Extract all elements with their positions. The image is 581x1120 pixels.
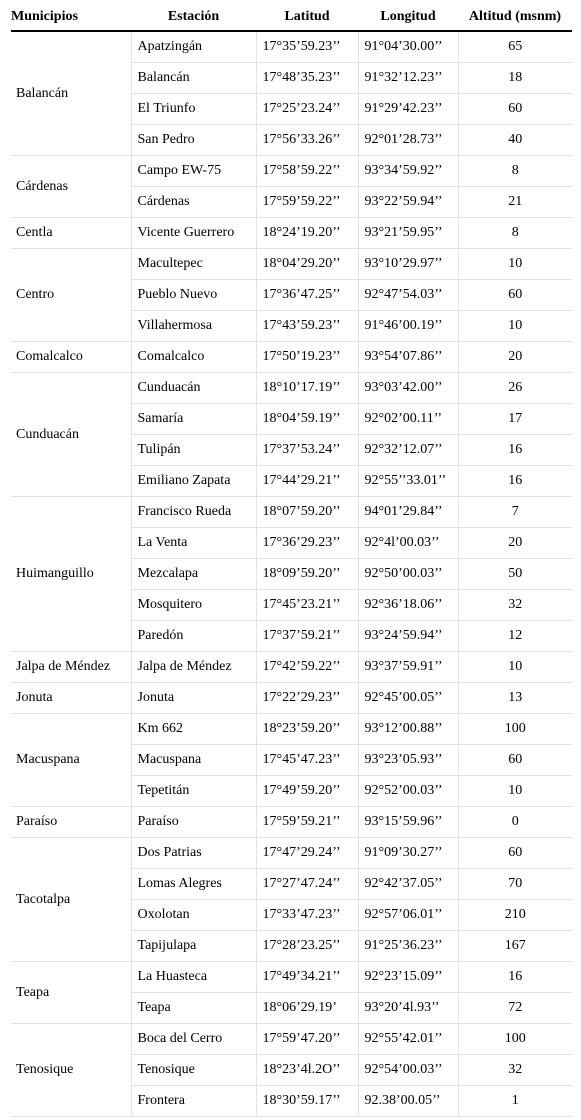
- altitud-cell: 16: [458, 962, 572, 993]
- longitud-cell: 92°50’00.03’’: [358, 559, 458, 590]
- longitud-cell: 92°47’54.03’’: [358, 280, 458, 311]
- estacion-cell: Paraíso: [131, 807, 256, 838]
- latitud-cell: 17°56’33.26’’: [256, 125, 358, 156]
- estacion-cell: Vicente Guerrero: [131, 218, 256, 249]
- latitud-cell: 17°58’59.22’’: [256, 156, 358, 187]
- altitud-cell: 8: [458, 218, 572, 249]
- municipio-cell: Huimanguillo: [11, 497, 131, 652]
- latitud-cell: 18°04’59.19’’: [256, 404, 358, 435]
- estacion-cell: Mezcalapa: [131, 559, 256, 590]
- altitud-cell: 17: [458, 404, 572, 435]
- altitud-cell: 21: [458, 187, 572, 218]
- altitud-cell: 40: [458, 125, 572, 156]
- estacion-cell: Emiliano Zapata: [131, 466, 256, 497]
- municipio-cell: Jonuta: [11, 683, 131, 714]
- municipio-cell: Jalpa de Méndez: [11, 652, 131, 683]
- header-latitud: Latitud: [256, 4, 358, 31]
- latitud-cell: 17°47’29.24’’: [256, 838, 358, 869]
- longitud-cell: 92°01’28.73’’: [358, 125, 458, 156]
- longitud-cell: 93°15’59.96’’: [358, 807, 458, 838]
- header-estacion: Estación: [131, 4, 256, 31]
- latitud-cell: 18°24’19.20’’: [256, 218, 358, 249]
- latitud-cell: 17°50’19.23’’: [256, 342, 358, 373]
- latitud-cell: 18°09’59.20’’: [256, 559, 358, 590]
- table-row: [11, 342, 572, 373]
- latitud-cell: 17°59’59.21’’: [256, 807, 358, 838]
- latitud-cell: 18°06’29.19’: [256, 993, 358, 1024]
- longitud-cell: 91°25’36.23’’: [358, 931, 458, 962]
- municipio-cell: Cunduacán: [11, 373, 131, 497]
- latitud-cell: 17°45’23.21’’: [256, 590, 358, 621]
- estacion-cell: Tepetitán: [131, 776, 256, 807]
- longitud-cell: 94°01’29.84’’: [358, 497, 458, 528]
- latitud-cell: 17°33’47.23’’: [256, 900, 358, 931]
- latitud-cell: 17°59’59.22’’: [256, 187, 358, 218]
- longitud-cell: 93°54’07.86’’: [358, 342, 458, 373]
- altitud-cell: 10: [458, 249, 572, 280]
- latitud-cell: 17°36’47.25’’: [256, 280, 358, 311]
- estacion-cell: Cárdenas: [131, 187, 256, 218]
- estacion-cell: Jalpa de Méndez: [131, 652, 256, 683]
- estacion-cell: Campo EW-75: [131, 156, 256, 187]
- estacion-cell: Balancán: [131, 63, 256, 94]
- table-row: [11, 1024, 572, 1055]
- latitud-cell: 17°43’59.23’’: [256, 311, 358, 342]
- municipio-cell: Comalcalco: [11, 342, 131, 373]
- altitud-cell: 12: [458, 621, 572, 652]
- altitud-cell: 0: [458, 807, 572, 838]
- header-longitud: Longitud: [358, 4, 458, 31]
- longitud-cell: 93°24’59.94’’: [358, 621, 458, 652]
- longitud-cell: 92°54’00.03’’: [358, 1055, 458, 1086]
- altitud-cell: 65: [458, 31, 572, 63]
- table-body: [11, 31, 572, 1117]
- estacion-cell: Tulipán: [131, 435, 256, 466]
- municipio-cell: Tenosique: [11, 1024, 131, 1117]
- estacion-cell: Villahermosa: [131, 311, 256, 342]
- latitud-cell: 17°36’29.23’’: [256, 528, 358, 559]
- longitud-cell: 92°42’37.05’’: [358, 869, 458, 900]
- longitud-cell: 93°23’05.93’’: [358, 745, 458, 776]
- longitud-cell: 92°52’00.03’’: [358, 776, 458, 807]
- altitud-cell: 10: [458, 652, 572, 683]
- table-row: [11, 31, 572, 63]
- estacion-cell: Boca del Cerro: [131, 1024, 256, 1055]
- altitud-cell: 50: [458, 559, 572, 590]
- estacion-cell: Oxolotan: [131, 900, 256, 931]
- altitud-cell: 60: [458, 838, 572, 869]
- table-row: [11, 683, 572, 714]
- longitud-cell: 92°02’00.11’’: [358, 404, 458, 435]
- estacion-cell: Mosquitero: [131, 590, 256, 621]
- altitud-cell: 26: [458, 373, 572, 404]
- altitud-cell: 18: [458, 63, 572, 94]
- altitud-cell: 20: [458, 528, 572, 559]
- altitud-cell: 32: [458, 590, 572, 621]
- altitud-cell: 70: [458, 869, 572, 900]
- table-row: [11, 249, 572, 280]
- estacion-cell: Teapa: [131, 993, 256, 1024]
- latitud-cell: 17°25’23.24’’: [256, 94, 358, 125]
- longitud-cell: 92°32’12.07’’: [358, 435, 458, 466]
- altitud-cell: 16: [458, 466, 572, 497]
- longitud-cell: 93°12’00.88’’: [358, 714, 458, 745]
- estacion-cell: El Triunfo: [131, 94, 256, 125]
- municipio-cell: Centla: [11, 218, 131, 249]
- estacion-cell: Lomas Alegres: [131, 869, 256, 900]
- municipio-cell: Teapa: [11, 962, 131, 1024]
- estacion-cell: Frontera: [131, 1086, 256, 1117]
- altitud-cell: 10: [458, 776, 572, 807]
- altitud-cell: 167: [458, 931, 572, 962]
- longitud-cell: 93°34’59.92’’: [358, 156, 458, 187]
- estacion-cell: Tenosique: [131, 1055, 256, 1086]
- altitud-cell: 60: [458, 745, 572, 776]
- table-row: [11, 652, 572, 683]
- longitud-cell: 91°04’30.00’’: [358, 31, 458, 63]
- longitud-cell: 92°55’42.01’’: [358, 1024, 458, 1055]
- altitud-cell: 1: [458, 1086, 572, 1117]
- latitud-cell: 17°42’59.22’’: [256, 652, 358, 683]
- altitud-cell: 72: [458, 993, 572, 1024]
- altitud-cell: 100: [458, 1024, 572, 1055]
- altitud-cell: 7: [458, 497, 572, 528]
- altitud-cell: 10: [458, 311, 572, 342]
- altitud-cell: 210: [458, 900, 572, 931]
- longitud-cell: 93°10’29.97’’: [358, 249, 458, 280]
- latitud-cell: 17°45’47.23’’: [256, 745, 358, 776]
- estacion-cell: Pueblo Nuevo: [131, 280, 256, 311]
- estacion-cell: Dos Patrias: [131, 838, 256, 869]
- latitud-cell: 17°49’59.20’’: [256, 776, 358, 807]
- longitud-cell: 93°03’42.00’’: [358, 373, 458, 404]
- estacion-cell: Km 662: [131, 714, 256, 745]
- longitud-cell: 92°45’00.05’’: [358, 683, 458, 714]
- altitud-cell: 13: [458, 683, 572, 714]
- longitud-cell: 92°57’06.01’’: [358, 900, 458, 931]
- header-row: [11, 4, 572, 31]
- latitud-cell: 17°44’29.21’’: [256, 466, 358, 497]
- latitud-cell: 17°37’53.24’’: [256, 435, 358, 466]
- table-row: [11, 373, 572, 404]
- header-altitud: Altitud (msnm): [458, 4, 572, 31]
- table-row: [11, 218, 572, 249]
- table-row: [11, 962, 572, 993]
- altitud-cell: 32: [458, 1055, 572, 1086]
- latitud-cell: 18°10’17.19’’: [256, 373, 358, 404]
- longitud-cell: 92°55’’33.01’’: [358, 466, 458, 497]
- altitud-cell: 60: [458, 280, 572, 311]
- estacion-cell: Apatzingán: [131, 31, 256, 63]
- estacion-cell: Comalcalco: [131, 342, 256, 373]
- longitud-cell: 92°36’18.06’’: [358, 590, 458, 621]
- municipio-cell: Cárdenas: [11, 156, 131, 218]
- estacion-cell: Paredón: [131, 621, 256, 652]
- estacion-cell: Tapijulapa: [131, 931, 256, 962]
- latitud-cell: 17°37’59.21’’: [256, 621, 358, 652]
- municipio-cell: Tacotalpa: [11, 838, 131, 962]
- latitud-cell: 17°48’35.23’’: [256, 63, 358, 94]
- estacion-cell: Jonuta: [131, 683, 256, 714]
- estacion-cell: Macuspana: [131, 745, 256, 776]
- longitud-cell: 92.38’00.05’’: [358, 1086, 458, 1117]
- longitud-cell: 91°29’42.23’’: [358, 94, 458, 125]
- longitud-cell: 92°4l’00.03’’: [358, 528, 458, 559]
- estacion-cell: Francisco Rueda: [131, 497, 256, 528]
- table-row: [11, 714, 572, 745]
- table-row: [11, 497, 572, 528]
- latitud-cell: 17°27’47.24’’: [256, 869, 358, 900]
- estacion-cell: Samaría: [131, 404, 256, 435]
- altitud-cell: 100: [458, 714, 572, 745]
- longitud-cell: 91°32’12.23’’: [358, 63, 458, 94]
- latitud-cell: 18°23’59.20’’: [256, 714, 358, 745]
- municipio-cell: Balancán: [11, 31, 131, 156]
- latitud-cell: 17°49’34.21’’: [256, 962, 358, 993]
- table-row: [11, 838, 572, 869]
- longitud-cell: 93°21’59.95’’: [358, 218, 458, 249]
- table-row: [11, 807, 572, 838]
- stations-table: [11, 4, 572, 1117]
- longitud-cell: 91°09’30.27’’: [358, 838, 458, 869]
- longitud-cell: 93°22’59.94’’: [358, 187, 458, 218]
- altitud-cell: 16: [458, 435, 572, 466]
- longitud-cell: 93°37’59.91’’: [358, 652, 458, 683]
- latitud-cell: 18°30’59.17’’: [256, 1086, 358, 1117]
- estacion-cell: La Venta: [131, 528, 256, 559]
- latitud-cell: 18°07’59.20’’: [256, 497, 358, 528]
- estacion-cell: San Pedro: [131, 125, 256, 156]
- municipio-cell: Centro: [11, 249, 131, 342]
- longitud-cell: 92°23’15.09’’: [358, 962, 458, 993]
- altitud-cell: 20: [458, 342, 572, 373]
- municipio-cell: Paraíso: [11, 807, 131, 838]
- longitud-cell: 93°20’4l.93’’: [358, 993, 458, 1024]
- latitud-cell: 17°22’29.23’’: [256, 683, 358, 714]
- municipio-cell: Macuspana: [11, 714, 131, 807]
- estacion-cell: La Huasteca: [131, 962, 256, 993]
- estacion-cell: Cunduacán: [131, 373, 256, 404]
- latitud-cell: 17°35’59.23’’: [256, 31, 358, 63]
- latitud-cell: 18°23’4l.2O’’: [256, 1055, 358, 1086]
- header-municipios: Municipios: [11, 4, 131, 31]
- altitud-cell: 8: [458, 156, 572, 187]
- table-header: [11, 4, 572, 31]
- altitud-cell: 60: [458, 94, 572, 125]
- table-row: [11, 156, 572, 187]
- stations-table-container: [11, 4, 572, 1117]
- estacion-cell: Macultepec: [131, 249, 256, 280]
- latitud-cell: 17°59’47.20’’: [256, 1024, 358, 1055]
- longitud-cell: 91°46’00.19’’: [358, 311, 458, 342]
- latitud-cell: 17°28’23.25’’: [256, 931, 358, 962]
- latitud-cell: 18°04’29.20’’: [256, 249, 358, 280]
